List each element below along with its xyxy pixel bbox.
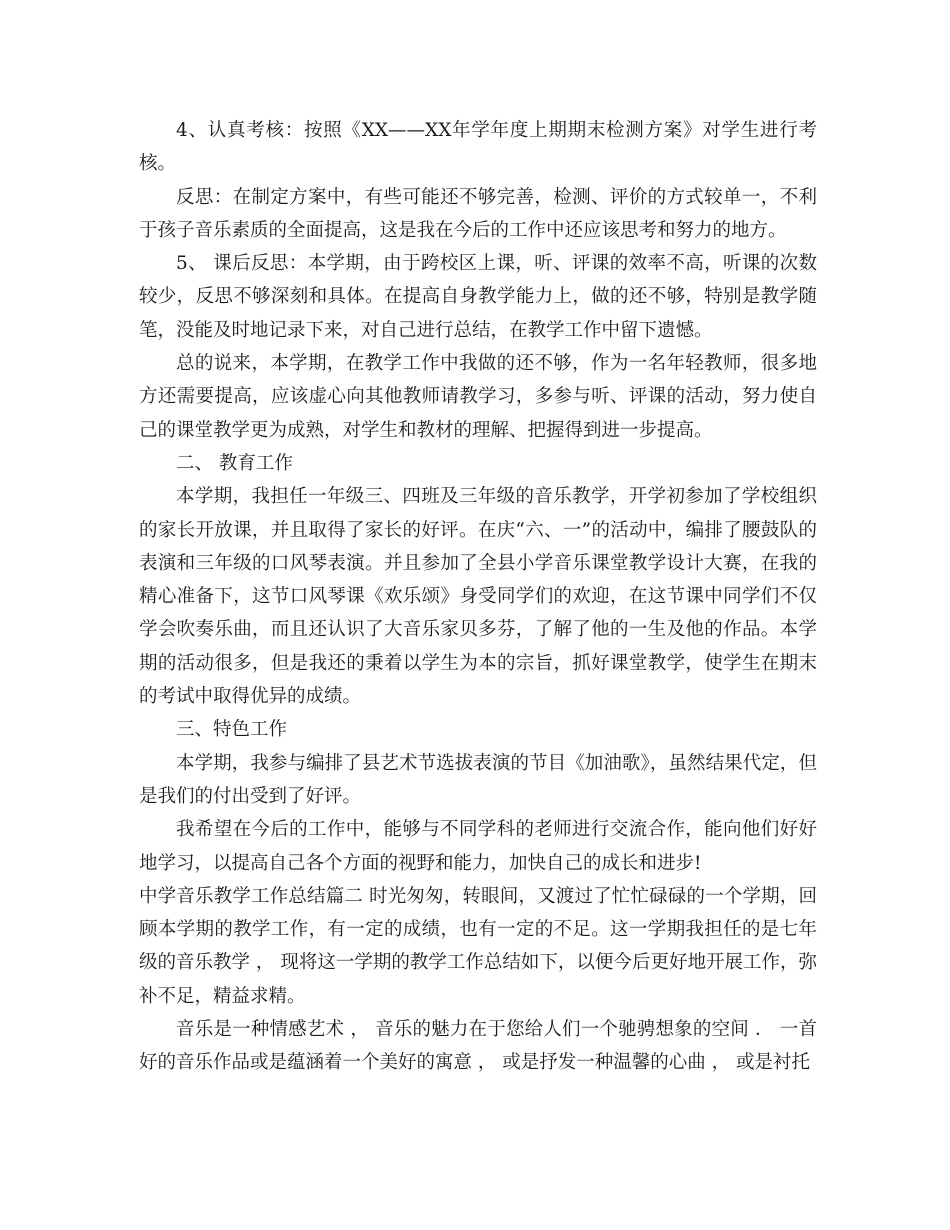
section-heading-education: 二、 教育工作 [176, 452, 293, 474]
paragraph-part-two-intro: 中学音乐教学工作总结篇二 时光匆匆，转眼间，又渡过了忙忙碌碌的一个学期，回顾本学期的教学工作，有一定的成绩，也有一定的不足。这一学期我担任的是七年级的音乐教学 ， 现将这一学期的教学工作总结如下，以便今后更好地开展工作，弥补不足，精益求精。 [139, 885, 817, 1007]
paragraph-after-class-reflection: 5、 课后反思：本学期，由于跨校区上课，听、评课的效率不高，听课的次数较少，反思不够深刻和具体。在提高自身教学能力上，做的还不够，特别是教学随笔，没能及时地记录下来，对自己进行总结，在教学工作中留下遗憾。 [139, 253, 817, 341]
paragraph-summary: 总的说来，本学期，在教学工作中我做的还不够，作为一名年轻教师，很多地方还需要提高，应该虚心向其他教师请教学习，多参与听、评课的活动，努力使自己的课堂教学更为成熟，对学生和教材的理解、把握得到进一步提高。 [139, 353, 817, 441]
paragraph-hope: 我希望在今后的工作中，能够与不同学科的老师进行交流合作，能向他们好好地学习，以提高自己各个方面的视野和能力，加快自己的成长和进步! [139, 819, 817, 874]
paragraph-reflection: 反思：在制定方案中，有些可能还不够完善，检测、评价的方式较单一，不利于孩子音乐素质的全面提高，这是我在今后的工作中还应该思考和努力的地方。 [139, 186, 817, 241]
section-heading-special-work: 三、特色工作 [176, 719, 288, 741]
paragraph-music-art: 音乐是一种情感艺术 ， 音乐的魅力在于您给人们一个驰骋想象的空间 ． 一首好的音乐作品或是蕴涵着一个美好的寓意 ， 或是抒发一种温馨的心曲 ， 或是衬托 [139, 1019, 817, 1074]
paragraph-assessment: 4、认真考核：按照《XX——XX年学年度上期期末检测方案》对学生进行考核。 [139, 120, 817, 175]
paragraph-special-work: 本学期，我参与编排了县艺术节选拔表演的节目《加油歌》，虽然结果代定，但是我们的付出受到了好评。 [139, 752, 817, 807]
paragraph-education-work: 本学期，我担任一年级三、四班及三年级的音乐教学，开学初参加了学校组织的家长开放课，并且取得了家长的好评。在庆“六、一”的活动中，编排了腰鼓队的表演和三年级的口风琴表演。并且参加了全县小学音乐课堂教学设计大赛，在我的精心准备下，这节口风琴课《欢乐颂》身受同学们的欢迎，在这节课中同学们不仅学会吹奏乐曲，而且还认识了大音乐家贝多芬，了解了他的一生及他的作品。本学期的活动很多，但是我还的秉着以学生为本的宗旨，抓好课堂教学，使学生在期末的考试中取得优异的成绩。 [139, 486, 817, 708]
document-body [139, 114, 817, 1080]
